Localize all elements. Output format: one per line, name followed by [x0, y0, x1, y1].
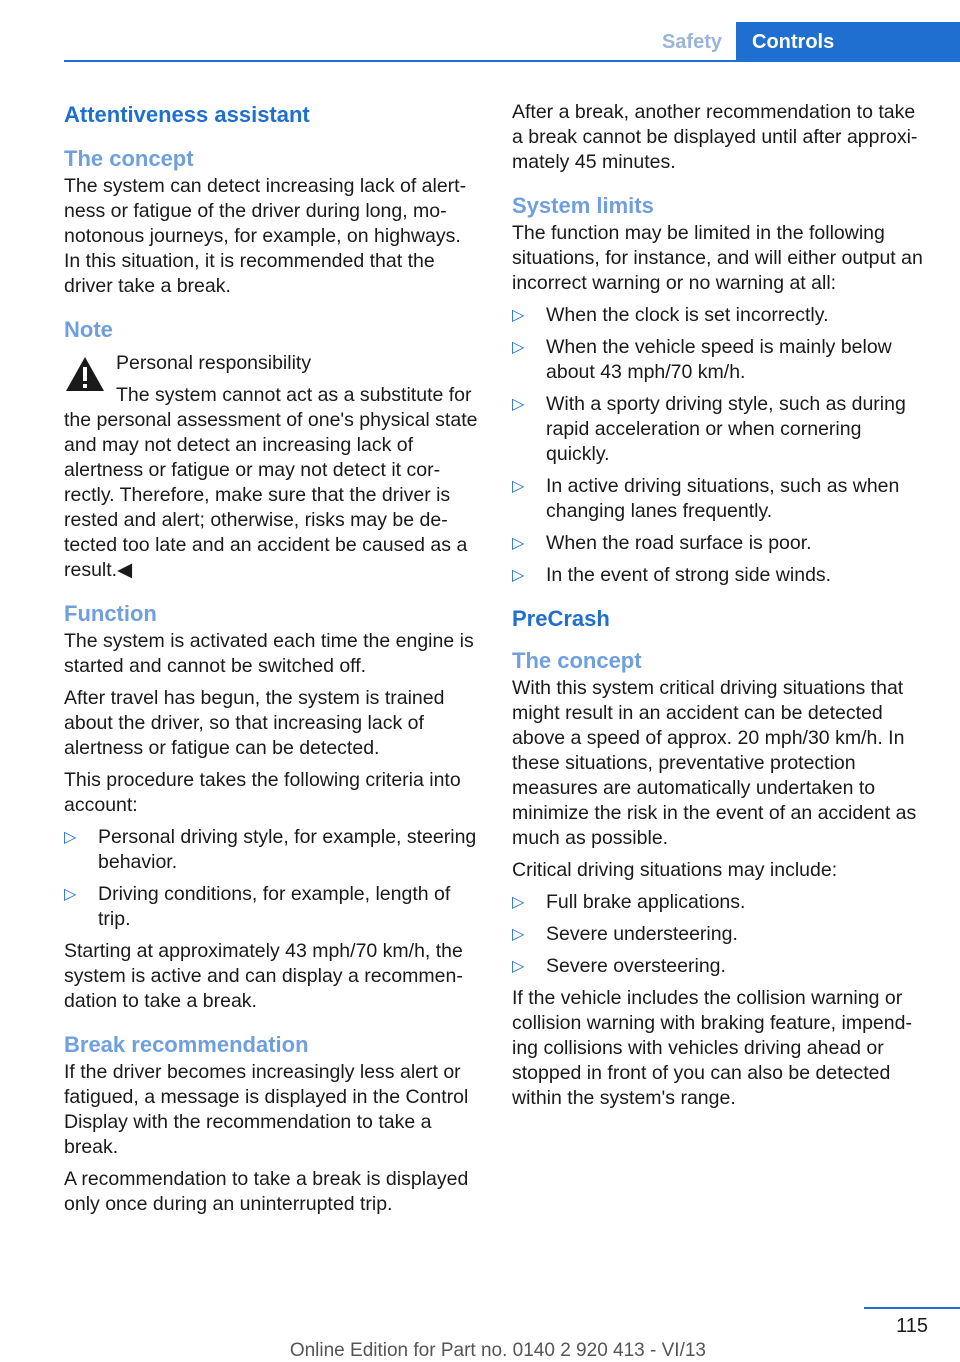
- function-text-4: Starting at approximately 43 mph/70 km/h, the system is active and can display a recommendation to take a break.: [64, 940, 463, 1012]
- section-tab[interactable]: Safety: [661, 31, 722, 53]
- section-title: Attentiveness assistant: [64, 102, 310, 127]
- list-item: ▷ Severe understeering.: [512, 923, 738, 945]
- footer-rule: [864, 1307, 960, 1309]
- chapter-tab[interactable]: Controls: [736, 22, 960, 62]
- bullet-icon: ▷: [512, 567, 525, 584]
- bullet-icon: ▷: [512, 894, 525, 911]
- break-text-2: A recommendation to take a break is displayed only once during an uninterrupted trip.: [64, 1168, 469, 1215]
- precrash-section: [512, 604, 928, 1111]
- warning-triangle-icon: [64, 355, 106, 393]
- bullet-icon: ▷: [64, 829, 77, 846]
- list-item: ▷ When the vehicle speed is mainly below about 43 mph/70 km/h.: [512, 336, 892, 383]
- break-heading: Break recommendation: [64, 1032, 309, 1057]
- list-item: ▷ In active driving situations, such as when changing lanes frequently.: [512, 475, 900, 522]
- bullet-icon: ▷: [512, 958, 525, 975]
- bullet-icon: ▷: [512, 535, 525, 552]
- break-text-3: After a break, another recommendation to take a break cannot be displayed until after approximately 45 minutes.: [512, 101, 918, 173]
- list-item: ▷ When the clock is set incorrectly.: [512, 304, 829, 326]
- page-number: 115: [896, 1315, 928, 1337]
- bullet-icon: ▷: [512, 478, 525, 495]
- note-block: [64, 351, 482, 583]
- precrash-list: [512, 890, 928, 979]
- function-text-2: After travel has begun, the system is trained about the driver, so that increasing lack of alertness or fatigue can be detected.: [64, 687, 445, 759]
- function-text-3: This procedure takes the following criteria into account:: [64, 769, 461, 816]
- left-column: [64, 100, 482, 1224]
- list-item: ▷ Driving conditions, for example, length of trip.: [64, 883, 451, 930]
- concept-text: The system can detect increasing lack of alertness or fatigue of the driver during long, monotonous journeys, for example, on highways. In this situation, it is recommended that the driver take a break.: [64, 175, 467, 297]
- right-column: [512, 100, 928, 1118]
- limits-section: [512, 191, 928, 588]
- note-text-first: The system cannot act as a substitute for: [116, 384, 472, 406]
- note-heading: Note: [64, 317, 113, 342]
- note-title: Personal responsibility: [116, 352, 312, 374]
- precrash-title: PreCrash: [512, 606, 610, 631]
- bullet-icon: ▷: [512, 926, 525, 943]
- list-item: ▷ Personal driving style, for example, steering behavior.: [64, 826, 477, 873]
- bullet-icon: ▷: [512, 339, 525, 356]
- criteria-list: [64, 825, 482, 932]
- function-heading: Function: [64, 601, 157, 626]
- precrash-text-3: If the vehicle includes the collision warning or collision warning with braking feature, impending collisions with vehicles driving ahead or stopped in front of you can also be detected within the system's range.: [512, 987, 912, 1109]
- list-item: ▷ Full brake applications.: [512, 891, 746, 913]
- list-item: ▷ When the road surface is poor.: [512, 532, 812, 554]
- break-section: [64, 1030, 482, 1217]
- note-text-rest: the personal assessment of one's physical state and may not detect an increasing lack of alertness or fatigue or may not detect it correctly. Therefore, make sure that the driver is rested and alert; otherwise, risks may be detected too late and an accident be caused as a result.◀: [64, 409, 478, 581]
- bullet-icon: ▷: [64, 886, 77, 903]
- precrash-text-2: Critical driving situations may include:: [512, 859, 838, 881]
- list-item: ▷ Severe oversteering.: [512, 955, 726, 977]
- concept-heading: The concept: [64, 146, 194, 171]
- function-text-1: The system is activated each time the engine is started and cannot be switched off.: [64, 630, 474, 677]
- bullet-icon: ▷: [512, 307, 525, 324]
- precrash-text-1: With this system critical driving situations that might result in an accident can be detected above a speed of approx. 20 mph/30 km/h. In these situations, preventative protection measures are automatically undertaken to minimize the risk in the event of an accident as much as possible.: [512, 677, 917, 849]
- limits-text: The function may be limited in the following situations, for instance, and will either output an incorrect warning or no warning at all:: [512, 222, 923, 294]
- limits-heading: System limits: [512, 193, 654, 218]
- list-item: ▷ In the event of strong side winds.: [512, 564, 832, 586]
- bullet-icon: ▷: [512, 396, 525, 413]
- limits-list: [512, 303, 928, 588]
- note-section: [64, 315, 482, 583]
- note-text: [64, 351, 482, 583]
- function-section: [64, 599, 482, 1014]
- concept-section: [64, 144, 482, 299]
- break-text-1: If the driver becomes increasingly less alert or fatigued, a message is displayed in the Control Display with the recommendation to take a break.: [64, 1061, 469, 1158]
- list-item: ▷ With a sporty driving style, such as during rapid acceleration or when cornering quickly.: [512, 393, 906, 465]
- edition-line: Online Edition for Part no. 0140 2 920 413 - VI/13: [289, 1340, 706, 1361]
- precrash-concept-heading: The concept: [512, 648, 642, 673]
